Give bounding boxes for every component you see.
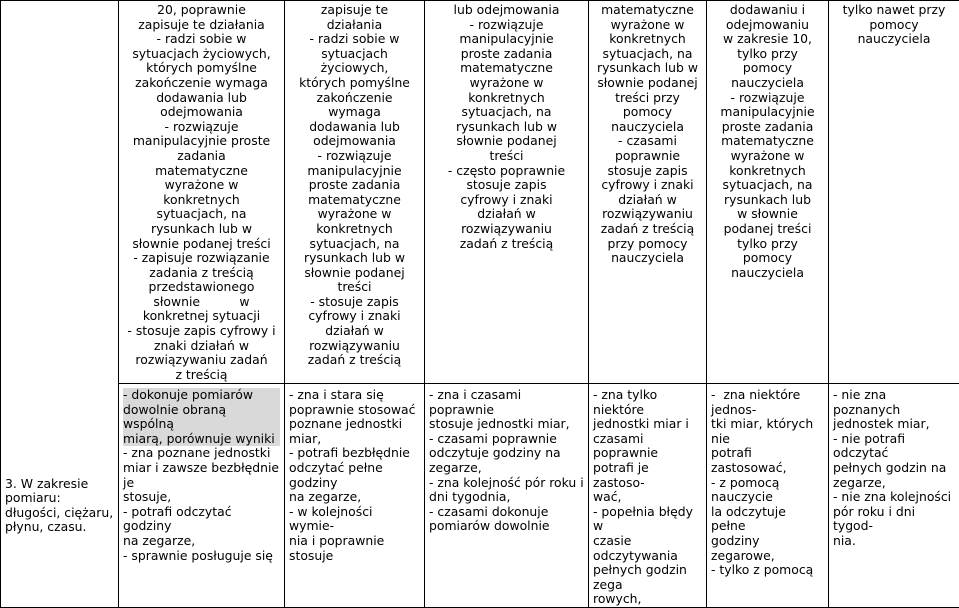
text-line: - nie zna kolejności — [833, 490, 955, 505]
text-line: proste zadania — [429, 47, 584, 62]
text-line: proste zadania — [711, 120, 824, 135]
text-line: - nie potrafi odczytać — [833, 432, 955, 461]
cell-text — [833, 3, 955, 47]
text-line: których pomyślne — [289, 76, 420, 91]
text-line: rozwiązywaniu — [429, 222, 584, 237]
cell-text — [833, 388, 955, 549]
text-line: matematyczne — [711, 134, 824, 149]
cell-text — [593, 3, 702, 266]
text-line: - rozwiązuje — [289, 149, 420, 164]
cell-text — [593, 388, 702, 607]
text-line: zakończenie wymaga — [123, 76, 280, 91]
text-line: życiowych, — [289, 61, 420, 76]
text-line: - dokonuje pomiarów — [123, 388, 280, 403]
text-line: - stosuje zapis — [289, 295, 420, 310]
text-line: działań w — [289, 324, 420, 339]
text-line: sytuacjach, na — [123, 207, 280, 222]
text-line: matematyczne — [429, 61, 584, 76]
text-line: - potrafi bezbłędnie — [289, 446, 420, 461]
text-line: - zapisuje rozwiązanie — [123, 251, 280, 266]
text-line: słownie podanej — [593, 76, 702, 91]
text-line: sytuacjach — [289, 47, 420, 62]
table-cell — [707, 1, 829, 384]
text-line: poznane jednostki — [289, 417, 420, 432]
text-line: poprawnie stosować — [289, 403, 420, 418]
text-line: - stosuje zapis cyfrowy i — [123, 324, 280, 339]
text-line: zadań z treścią — [593, 222, 702, 237]
text-line: konkretnych — [289, 222, 420, 237]
text-line: sytuacjach, na — [593, 47, 702, 62]
text-line: podanej treści — [711, 222, 824, 237]
text-line: - radzi sobie w — [289, 32, 420, 47]
text-line: cyfrowy i znaki — [429, 193, 584, 208]
text-line: słownie podanej — [429, 134, 584, 149]
cell-text — [429, 388, 584, 534]
text-line: wyrażone w — [711, 149, 824, 164]
text-line: nauczyciela — [593, 120, 702, 135]
text-line: - z pomocą — [711, 476, 824, 491]
text-line: rowych, — [593, 592, 702, 607]
text-line: - zna kolejność pór roku i — [429, 476, 584, 491]
text-line: zadania — [123, 149, 280, 164]
cell-text — [711, 3, 824, 280]
text-line: rozwiązywaniu zadań — [123, 353, 280, 368]
text-line: poprawnie — [593, 149, 702, 164]
text-line: - zna niektóre — [711, 388, 824, 403]
text-line: rozwiązywaniu — [593, 207, 702, 222]
text-line: działania — [289, 18, 420, 33]
text-line: - potrafi odczytać godziny — [123, 505, 280, 534]
text-line: wyrażone w — [123, 178, 280, 193]
text-line: przy pomocy — [593, 237, 702, 252]
text-line: stosuje zapis — [593, 164, 702, 179]
text-line: dodawaniu i — [711, 3, 824, 18]
text-line: - zna poznane jednostki — [123, 446, 280, 461]
text-line: nauczyciela — [711, 76, 824, 91]
text-line: nauczycie — [711, 490, 824, 505]
text-line: miarą, porównuje wyniki — [123, 432, 280, 447]
text-line: konkretnych — [593, 32, 702, 47]
text-line: nauczyciela — [593, 251, 702, 266]
table-cell — [589, 384, 707, 608]
text-line: - rozwiązuje — [429, 18, 584, 33]
text-line: rysunkach lub w — [429, 120, 584, 135]
cell-text — [123, 3, 280, 382]
text-line: potrafi je zastoso- — [593, 461, 702, 490]
text-line: zakończenie — [289, 91, 420, 106]
text-line: tylko nawet przy — [833, 3, 955, 18]
text-line: słownie podanej treści — [123, 237, 280, 252]
cell-text — [429, 3, 584, 251]
table-cell — [119, 384, 285, 608]
text-line: zapisuje te — [289, 3, 420, 18]
text-line: czasie odczytywania — [593, 534, 702, 563]
text-line: sytuacjach, na — [711, 178, 824, 193]
text-line: - czasami poprawnie — [429, 432, 584, 447]
text-line: wyrażone w — [593, 18, 702, 33]
text-line: dodawania lub — [123, 91, 280, 106]
cell-text — [289, 388, 420, 563]
text-line: matematyczne — [123, 164, 280, 179]
table-cell — [829, 1, 959, 384]
text-line: - czasami — [593, 134, 702, 149]
text-line: jednostek miar, — [833, 417, 955, 432]
text-line: czasami poprawnie — [593, 432, 702, 461]
text-line: przedstawionego — [123, 280, 280, 295]
text-line: proste zadania — [289, 178, 420, 193]
text-line: konkretnych — [123, 193, 280, 208]
text-line: z treścią — [123, 368, 280, 383]
row-label — [5, 477, 114, 535]
table-cell — [425, 384, 589, 608]
text-line: pomocy — [711, 251, 824, 266]
text-line: jednostki miar i — [593, 417, 702, 432]
text-line: rysunkach lub w — [123, 222, 280, 237]
text-line: nauczyciela — [711, 266, 824, 281]
cell-text — [123, 388, 280, 563]
text-line: rysunkach lub — [711, 193, 824, 208]
text-line: pór roku i dni tygod- — [833, 505, 955, 534]
table-row — [1, 1, 959, 384]
table-cell — [707, 384, 829, 608]
text-line: miar i zawsze bezbłędnie je — [123, 461, 280, 490]
text-line: wać, — [593, 490, 702, 505]
text-line: treści przy — [593, 91, 702, 106]
text-line: stosuje zapis — [429, 178, 584, 193]
text-line: pomocy — [833, 18, 955, 33]
text-line: jednos- — [711, 403, 824, 418]
text-line: - nie zna poznanych — [833, 388, 955, 417]
table-cell — [285, 1, 425, 384]
text-line: pełnych godzin na — [833, 461, 955, 476]
text-line: treści — [289, 280, 420, 295]
text-line: płynu, czasu. — [5, 520, 114, 535]
text-line: sytuacjach, na — [429, 105, 584, 120]
text-line: wymaga — [289, 105, 420, 120]
text-line: znaki działań w — [123, 339, 280, 354]
text-line: których pomyślne — [123, 61, 280, 76]
text-line: w słownie — [711, 207, 824, 222]
text-line: potrafi zastosować, — [711, 446, 824, 475]
table-cell — [425, 1, 589, 384]
table-cell — [829, 384, 959, 608]
text-line: działań w — [429, 207, 584, 222]
text-line: zadań z treścią — [289, 353, 420, 368]
text-line: zegarze, — [833, 476, 955, 491]
text-line: godziny zegarowe, — [711, 534, 824, 563]
text-line: sytuacjach, na — [289, 237, 420, 252]
text-line: 3. W zakresie — [5, 477, 114, 492]
text-line: tylko przy — [711, 237, 824, 252]
text-line: zegarze, — [429, 461, 584, 476]
text-line: działań w — [593, 193, 702, 208]
text-line: dni tygodnia, — [429, 490, 584, 505]
text-line: sytuacjach życiowych, — [123, 47, 280, 62]
text-line: długości, ciężaru, — [5, 506, 114, 521]
text-line: zadania z treścią — [123, 266, 280, 281]
text-line: pomiarów dowolnie — [429, 519, 584, 534]
text-line: la odczytuje pełne — [711, 505, 824, 534]
text-line: nia i poprawnie stosuje — [289, 534, 420, 563]
text-line: odczytać pełne godziny — [289, 461, 420, 490]
text-line: na zegarze, — [289, 490, 420, 505]
text-line: wyrażone w — [289, 207, 420, 222]
text-line: odejmowania — [123, 105, 280, 120]
text-line: manipulacyjnie proste — [123, 134, 280, 149]
cell-text — [289, 3, 420, 368]
text-line: manipulacyjnie — [711, 105, 824, 120]
text-line: - popełnia błędy w — [593, 505, 702, 534]
text-line: tylko przy — [711, 47, 824, 62]
text-line: nia. — [833, 534, 955, 549]
text-line: rysunkach lub w — [593, 61, 702, 76]
text-line: cyfrowy i znaki — [289, 309, 420, 324]
text-line: matematyczne — [593, 3, 702, 18]
text-line: zadań z treścią — [429, 237, 584, 252]
text-line: konkretnej sytuacji — [123, 309, 280, 324]
text-line: nauczyciela — [833, 32, 955, 47]
text-line: miar, — [289, 432, 420, 447]
text-line: w zakresie 10, — [711, 32, 824, 47]
table-row — [1, 384, 959, 608]
text-line: - zna tylko niektóre — [593, 388, 702, 417]
text-line: pełnych godzin zega — [593, 563, 702, 592]
text-line: wyrażone w — [429, 76, 584, 91]
table-cell — [285, 384, 425, 608]
text-line: lub odejmowania — [429, 3, 584, 18]
text-line: - rozwiązuje — [711, 91, 824, 106]
text-line: - zna i czasami poprawnie — [429, 388, 584, 417]
text-line: pomocy — [711, 61, 824, 76]
text-line: pomocy — [593, 105, 702, 120]
text-line: stosuje jednostki miar, — [429, 417, 584, 432]
text-line: konkretnych — [429, 91, 584, 106]
text-line: matematyczne — [289, 193, 420, 208]
text-line: zapisuje te działania — [123, 18, 280, 33]
text-line: na zegarze, — [123, 534, 280, 549]
text-line: - radzi sobie w — [123, 32, 280, 47]
text-line: - czasami dokonuje — [429, 505, 584, 520]
text-line: - sprawnie posługuje się — [123, 549, 280, 564]
text-line: rysunkach lub w — [289, 251, 420, 266]
text-line: treści — [429, 149, 584, 164]
text-line: odczytuje godziny na — [429, 446, 584, 461]
table-cell — [589, 1, 707, 384]
text-line: odejmowania — [289, 134, 420, 149]
row-label-cell — [1, 1, 119, 608]
text-line: odejmowaniu — [711, 18, 824, 33]
text-line: manipulacyjnie — [429, 32, 584, 47]
text-line: tki miar, których nie — [711, 417, 824, 446]
text-line: dodawania lub — [289, 120, 420, 135]
text-line: 20, poprawnie — [123, 3, 280, 18]
cell-text — [711, 388, 824, 578]
text-line: słownie w — [123, 295, 280, 310]
table-cell — [119, 1, 285, 384]
text-line: manipulacyjnie — [289, 164, 420, 179]
text-line: pomiaru: — [5, 491, 114, 506]
text-line: dowolnie obraną wspólną — [123, 403, 280, 432]
text-line: - często poprawnie — [429, 164, 584, 179]
text-line: - rozwiązuje — [123, 120, 280, 135]
text-line: - w kolejności wymie- — [289, 505, 420, 534]
text-line: konkretnych — [711, 164, 824, 179]
text-line: stosuje, — [123, 490, 280, 505]
text-line: cyfrowy i znaki — [593, 178, 702, 193]
text-line: - tylko z pomocą — [711, 563, 824, 578]
text-line: rozwiązywaniu — [289, 339, 420, 354]
text-line: słownie podanej — [289, 266, 420, 281]
text-line: - zna i stara się — [289, 388, 420, 403]
